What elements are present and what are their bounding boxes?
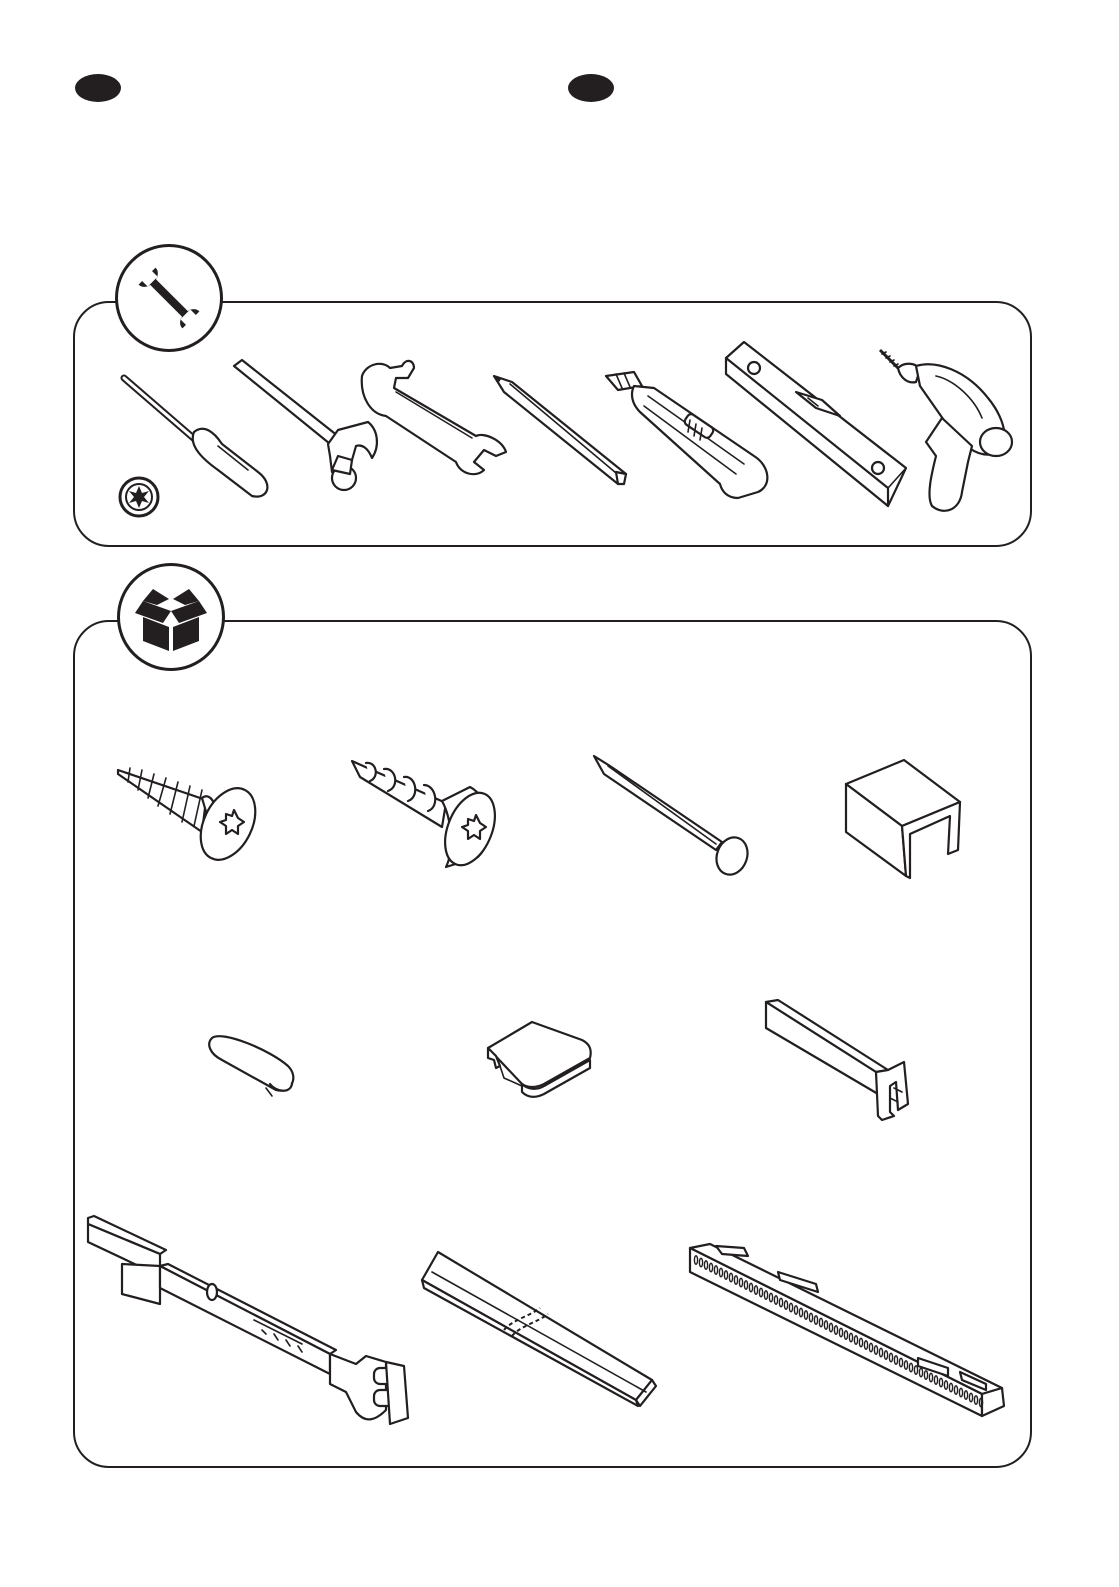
countersunk-screw-icon [350,757,500,871]
open-box-icon [131,581,211,653]
u-bracket-clip-icon [840,756,970,881]
wrench-icon [134,263,204,333]
cover-cap-icon [482,1018,598,1102]
tools-badge [115,244,223,352]
step-marker-right [568,74,614,102]
nail-icon [590,752,755,880]
hook-bracket-icon [762,998,914,1126]
drawer-runner-icon [86,1214,416,1434]
power-drill-icon [876,346,1016,516]
oval-cap-icon [206,1030,298,1100]
slotted-rack-icon [686,1240,1011,1425]
step-marker-left [75,74,121,102]
angle-rail-icon [420,1250,665,1410]
parts-badge [117,563,225,671]
pan-head-screw-icon [116,760,258,868]
